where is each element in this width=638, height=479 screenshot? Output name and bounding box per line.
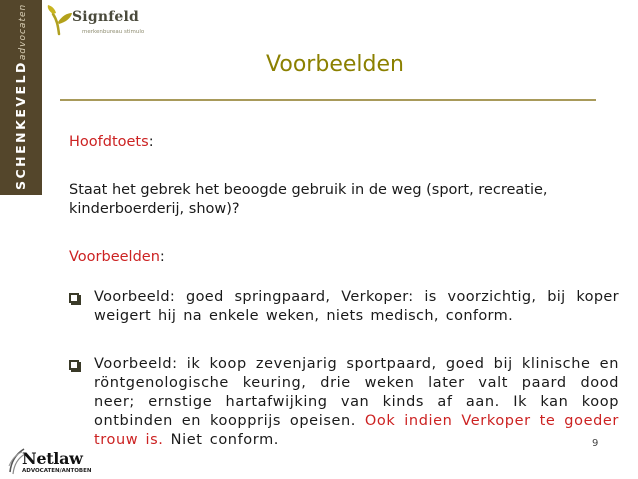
bullet-text-main: Voorbeeld: ik koop zevenjarig sportpaard, goed bij klinische en röntgenologische keuring, drie weken later valt paard dood neer; ernstige hartafwijking van kinds af aan. Ik kan koop ontbinden en koopprijs opeisen. — [94, 356, 619, 429]
signfeld-brand: Signfeld — [72, 9, 140, 25]
signfeld-logo — [44, 3, 164, 41]
side-brand-band — [0, 0, 42, 195]
slide-title: Voorbeelden — [266, 52, 404, 77]
hoofdtoets-line — [69, 133, 619, 152]
bullet-text — [94, 355, 619, 450]
hoofdtoets-label: Hoofdtoets — [69, 134, 149, 150]
bullet-text-highlight: Ook indien Verkoper te goeder trouw is. — [94, 413, 619, 448]
square-bullet-icon — [69, 293, 79, 303]
side-brand-main: SCHENKEVELD — [13, 60, 28, 190]
netlaw-tagline: ADVOCATEN/ANTOBEN — [22, 468, 92, 474]
side-brand-logo — [2, 4, 40, 190]
voorbeelden-line — [69, 248, 619, 267]
bullet-text-end: Niet conform. — [170, 432, 280, 448]
side-brand-sub: advocaten — [18, 3, 28, 61]
bullet-text: Voorbeeld: goed springpaard, Verkoper: is voorzichtig, bij koper weigert hij na enkele weken, niets medisch, conform. — [94, 289, 619, 324]
hoofdtoets-colon: : — [148, 134, 154, 150]
voorbeelden-label: Voorbeelden — [69, 249, 160, 265]
netlaw-logo — [8, 446, 92, 478]
voorbeelden-colon: : — [159, 249, 165, 265]
test-question: Staat het gebrek het beoogde gebruik in de weg (sport, recreatie, kinderboerderij, show)? — [69, 182, 548, 217]
title-divider — [60, 99, 596, 101]
page-number: 9 — [592, 438, 599, 449]
netlaw-brand: Netlaw — [22, 449, 83, 468]
signfeld-leaf-icon — [44, 4, 74, 36]
square-bullet-icon — [69, 360, 79, 370]
signfeld-tagline: merkenbureau stimulo — [82, 29, 145, 35]
